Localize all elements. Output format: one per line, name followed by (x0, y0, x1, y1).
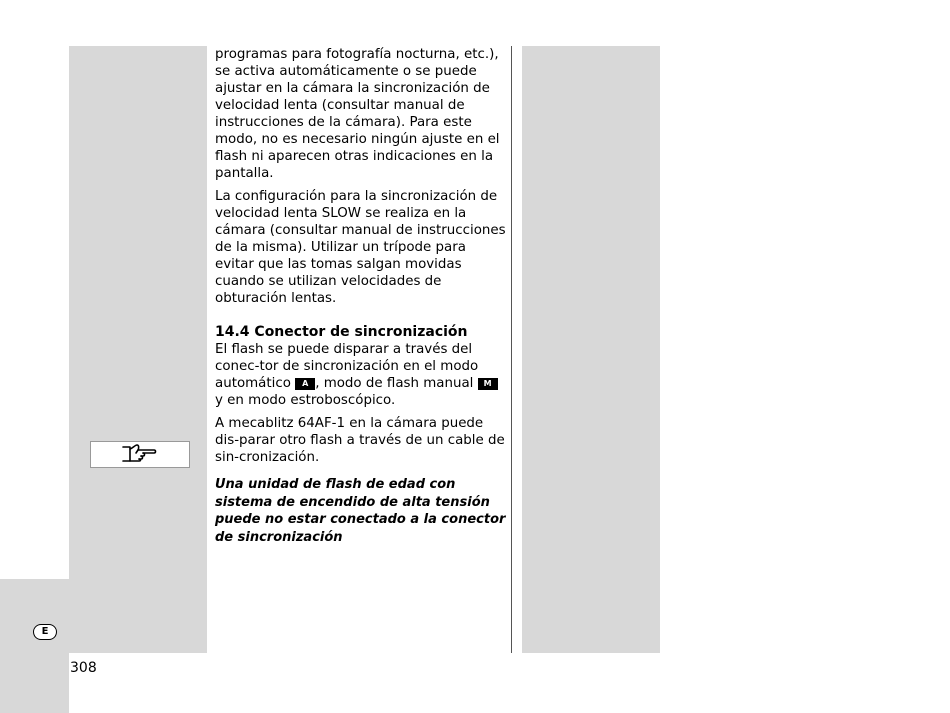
page-number: 308 (70, 660, 97, 676)
paragraph-sync-connector (215, 341, 507, 409)
main-text-column (215, 46, 507, 546)
paragraph-sync-cable: A mecablitz 64AF-1 en la cámara puede dis-parar otro flash a través de un cable de sin-cronización. (215, 416, 505, 465)
paragraph-text: El flash se puede disparar a través del conec-tor de sincronización en el modo automático (215, 342, 479, 391)
paragraph-slow-sync-auto: programas para fotografía nocturna, etc.), se activa automáticamente o se puede ajustar en la cámara la sincronización de velocidad lenta (consultar manual de instrucciones de la cámara). Para este modo, no es necesario ningún ajuste en el flash ni aparecen otras indicaciones en la pantalla. (215, 47, 500, 181)
column-divider (511, 46, 512, 653)
paragraph-slow-sync-config: La configuración para la sincronización de velocidad lenta SLOW se realiza en la cámara (consultar manual de instrucciones de la misma). Utilizar un trípode para evitar que las tomas salgan movidas cuando se utilizan velocidades de obturación lentas. (215, 189, 506, 306)
pointing-hand-icon (120, 442, 160, 468)
section-heading: 14.4 Conector de sincronización (215, 324, 468, 340)
left-margin-panel (69, 46, 207, 653)
right-margin-panel (522, 46, 660, 653)
corner-tab-panel (0, 579, 69, 713)
paragraph-text: y en modo estroboscópico. (215, 393, 396, 408)
manual-mode-icon: M (478, 378, 498, 390)
auto-mode-icon: A (295, 378, 315, 390)
note-marker (90, 441, 190, 468)
language-badge: E (33, 624, 57, 640)
warning-note: Una unidad de flash de edad con sistema de encendido de alta tensión puede no estar conectado a la conector de sincronización (215, 477, 506, 545)
paragraph-text: , modo de flash manual (315, 376, 474, 391)
